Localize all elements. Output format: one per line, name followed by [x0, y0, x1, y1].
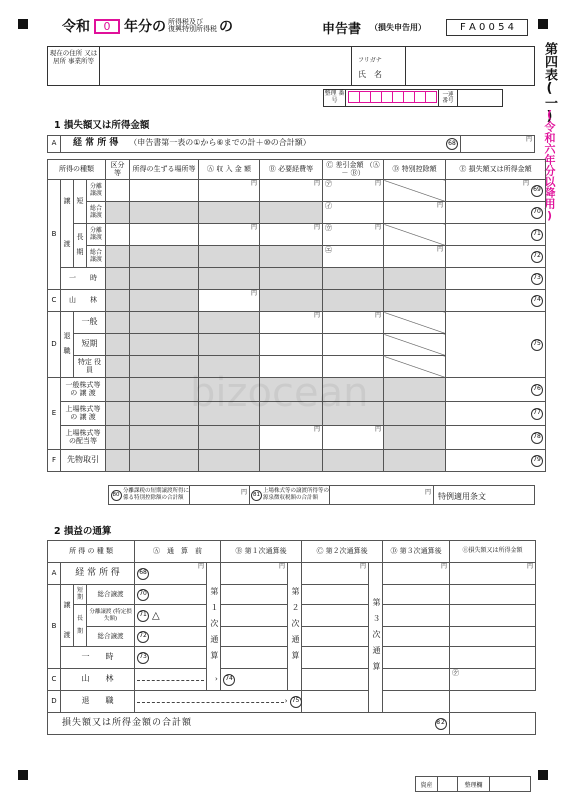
foot81-label: 上場株式等の譲渡所得等の源泉徴収税額の合計額: [263, 488, 330, 501]
s2-taishoku-arrow: [135, 691, 288, 713]
s2-sanrin-after1[interactable]: › 74: [221, 669, 288, 691]
bunri-label: 分離 譲渡: [87, 180, 106, 202]
s2-total-label: 損失額又は所得金額の合計額 82: [48, 713, 450, 735]
diagonal-cell: [384, 312, 446, 334]
b-short-bunri-category[interactable]: [106, 180, 130, 202]
e3-diff[interactable]: 円: [323, 426, 384, 450]
section1-footer: [108, 485, 434, 505]
foot81-field[interactable]: 円: [329, 486, 433, 504]
s2-row-b-letter: B: [48, 585, 61, 669]
f1-result[interactable]: 79: [446, 450, 546, 472]
s2-b3-after1[interactable]: [221, 627, 288, 647]
office-use-box: [415, 776, 531, 792]
shaded-cell: [130, 312, 199, 334]
s2-sanrin-label: 山 林: [61, 669, 135, 691]
address-label: 現在の住所 又は 居所 事業所等: [48, 47, 100, 85]
s2-a-before[interactable]: 68 円: [135, 563, 207, 585]
num-81: 81: [249, 486, 263, 504]
foot80-label: 分離課税の短期譲渡所得に係る特別控除額の合計額: [123, 488, 190, 501]
b-long-sougou-diff[interactable]: ㋓: [323, 246, 384, 268]
shaded-cell: [106, 334, 130, 356]
s2-ichiji-result[interactable]: [450, 647, 536, 669]
num-82: 82: [435, 718, 447, 730]
shaded-cell: [323, 290, 384, 312]
special-provision-label: 特例適用条文: [434, 485, 535, 505]
arrow-icon: ›: [215, 674, 218, 683]
s2-sougou-label: 総合譲渡: [87, 585, 135, 605]
row-c-letter: C: [48, 290, 61, 312]
name-field[interactable]: [406, 47, 534, 85]
address-field[interactable]: [101, 47, 351, 85]
shaded-cell: [199, 312, 260, 334]
s2-header-after2: Ⓒ 第２次通算後: [302, 541, 383, 563]
s2-sanrin-after2[interactable]: [302, 669, 369, 691]
s2-header-before: Ⓐ 通 算 前: [135, 541, 221, 563]
s2-header-type: 所 得 の 種 類: [48, 541, 135, 563]
tanki-label: 短期: [74, 334, 106, 356]
e3-label: 上場株式等 の配当等: [61, 426, 106, 450]
s2-b3-result[interactable]: [450, 627, 536, 647]
b-long-bunri-location[interactable]: [130, 224, 199, 246]
s2-header-after3: Ⓓ 第３次通算後: [383, 541, 450, 563]
s2-sanrin-arrow: [135, 669, 207, 691]
header-category: 区分等: [106, 160, 130, 180]
shaded-cell: [323, 378, 384, 402]
shaded-cell: [384, 450, 446, 472]
s2-b3-after2[interactable]: [302, 627, 369, 647]
row-b-letter: B: [48, 180, 61, 290]
row-e-letter: E: [48, 378, 61, 450]
second-netting-label: 第２次通算: [288, 563, 302, 691]
c-revenue[interactable]: 円: [199, 290, 260, 312]
s2-ichiji-after2[interactable]: [302, 647, 369, 669]
s2-b2-before[interactable]: 71 △: [135, 605, 207, 627]
b-short-sougou-deduction[interactable]: 円: [384, 202, 446, 224]
form-header: [62, 16, 233, 36]
d-tanki-expenses[interactable]: [260, 334, 323, 356]
d-ippan-diff[interactable]: 円: [323, 312, 384, 334]
s2-row-a-letter: A: [48, 563, 61, 585]
shaded-cell: [199, 334, 260, 356]
num-68: 68: [446, 138, 458, 150]
asset-field[interactable]: [438, 777, 458, 791]
e2-result[interactable]: 77: [446, 402, 546, 426]
d-tanki-diff[interactable]: [323, 334, 384, 356]
shaded-cell: [130, 402, 199, 426]
shaded-cell: [260, 290, 323, 312]
dashed-arrow: [137, 702, 284, 703]
b-short-bunri-deduction: [384, 180, 446, 202]
d-ippan-expenses[interactable]: 円: [260, 312, 323, 334]
s2-b2-after1[interactable]: [221, 605, 288, 627]
c-result[interactable]: 74: [446, 290, 546, 312]
dashed-arrow: [137, 680, 204, 681]
d-result[interactable]: 75: [446, 312, 546, 378]
serial-number-field[interactable]: [346, 91, 438, 105]
office-use-field[interactable]: [490, 777, 530, 791]
e2-label: 上場株式等 の 譲 渡: [61, 402, 106, 426]
shaded-cell: [384, 268, 446, 290]
s2-total-field[interactable]: [450, 713, 536, 735]
row-d-letter: D: [48, 312, 61, 378]
s2-to-label: 渡: [61, 627, 74, 647]
s2-bunri-label: 分離譲渡 (特定損失額): [87, 605, 135, 627]
serial-sequence-field[interactable]: [458, 90, 502, 106]
shaded-cell: [106, 290, 130, 312]
table-number: 第四表(一): [542, 42, 557, 124]
b-long-bunri-deduction: [384, 224, 446, 246]
taishoku-label: 退 職: [61, 312, 74, 378]
shaded-cell: [106, 450, 130, 472]
serial-sequence-label: 一連 番号: [438, 90, 458, 106]
header-income-type: 所得の種類: [48, 160, 106, 180]
registration-mark: [18, 19, 28, 29]
serial-label: 整理 番号: [324, 90, 345, 104]
s2-ichiji-after1[interactable]: [221, 647, 288, 669]
year-field[interactable]: 0: [94, 19, 120, 34]
b-long-bunri-result[interactable]: 71: [446, 224, 546, 246]
s2-b2-after2[interactable]: [302, 605, 369, 627]
b-short-sougou-result[interactable]: 70: [446, 202, 546, 224]
e3-result[interactable]: 78: [446, 426, 546, 450]
ippan-label: 一般: [74, 312, 106, 334]
section1-row-a: [47, 135, 535, 153]
s2-row-c-letter: C: [48, 669, 61, 691]
s2-ichiji-label: 一 時: [61, 647, 135, 669]
shaded-cell: [130, 356, 199, 378]
jou-label: 譲: [61, 180, 74, 224]
shaded-cell: [130, 246, 199, 268]
shaded-cell: [130, 268, 199, 290]
b-long-sougou-deduction[interactable]: 円: [384, 246, 446, 268]
header-revenue: Ⓐ 収 入 金 額: [199, 160, 260, 180]
shaded-cell: [384, 402, 446, 426]
e3-expenses[interactable]: 円: [260, 426, 323, 450]
b-short-bunri-diff[interactable]: ㋐ 円: [323, 180, 384, 202]
s2-a-after3[interactable]: 円: [383, 563, 450, 585]
e1-result[interactable]: 76: [446, 378, 546, 402]
header-difference: Ⓒ 差引金額 （Ⓐ － Ⓑ）: [323, 160, 384, 180]
s2-b2-result[interactable]: [450, 605, 536, 627]
b-short-bunri-expenses[interactable]: 円: [260, 180, 323, 202]
shaded-cell: [130, 450, 199, 472]
s2-b1-after2[interactable]: [302, 585, 369, 605]
sougou-label: 総合 譲渡: [87, 202, 106, 224]
shaded-cell: [130, 426, 199, 450]
shaded-cell: [130, 202, 199, 224]
registration-mark: [538, 770, 548, 780]
shaded-cell: [199, 268, 260, 290]
sougou-label: 総合 譲渡: [87, 246, 106, 268]
shaded-cell: [106, 268, 130, 290]
d-tokutei-diff[interactable]: [323, 356, 384, 378]
shaded-cell: [199, 202, 260, 224]
shaded-cell: [130, 378, 199, 402]
s2-ichiji-before[interactable]: 73: [135, 647, 207, 669]
bunri-label: 分離 譲渡: [87, 224, 106, 246]
tokutei-label: 特定 役員: [74, 356, 106, 378]
shaded-cell: [384, 290, 446, 312]
f1-label: 先物取引: [61, 450, 106, 472]
s2-header-result: Ⓔ損失額又は所得金額: [450, 541, 536, 563]
shaded-cell: [106, 356, 130, 378]
b-short-bunri-result[interactable]: 69 円: [446, 180, 546, 202]
diagonal-cell: [384, 334, 446, 356]
shaded-cell: [323, 450, 384, 472]
shaded-cell: [199, 426, 260, 450]
s2-sanrin-result[interactable]: ㋘: [450, 669, 536, 691]
b-long-sougou-result[interactable]: 72: [446, 246, 546, 268]
header-location: 所得の生ずる場所等: [130, 160, 199, 180]
row-a-letter: A: [48, 136, 61, 153]
third-netting-label: 第３次通算: [369, 563, 383, 713]
shaded-cell: [260, 378, 323, 402]
form-title: 申告書: [322, 22, 362, 37]
triangle-icon: △: [152, 610, 160, 621]
b-ichiji-result[interactable]: 73: [446, 268, 546, 290]
header-loss-or-income: Ⓔ 損失額又は所得金額: [446, 160, 546, 180]
b-long-bunri-category[interactable]: [106, 224, 130, 246]
s2-taishoku-result[interactable]: [383, 691, 450, 713]
shaded-cell: [106, 402, 130, 426]
s2-b3-before[interactable]: 72: [135, 627, 207, 647]
asset-label: 資産: [416, 777, 438, 791]
header-special-deduction: Ⓓ 特別控除額: [384, 160, 446, 180]
shaded-cell: [260, 268, 323, 290]
s2-taishoku-after2[interactable]: 75: [288, 691, 302, 713]
form-subtitle: （損失申告用）: [370, 23, 426, 32]
registration-mark: [18, 770, 28, 780]
s2-sougou-label2: 総合譲渡: [87, 627, 135, 647]
shaded-cell: [384, 426, 446, 450]
d-tokutei-expenses[interactable]: [260, 356, 323, 378]
b-long-bunri-expenses[interactable]: 円: [260, 224, 323, 246]
shaded-cell: [384, 378, 446, 402]
e1-label: 一般株式等 の 譲 渡: [61, 378, 106, 402]
b-long-bunri-diff[interactable]: ㋒ 円: [323, 224, 384, 246]
first-netting-label: 第１次通算: [207, 563, 221, 691]
foot80-field[interactable]: 円: [189, 486, 249, 504]
shaded-cell: [199, 450, 260, 472]
section2-table: [47, 540, 536, 735]
tan-label: 短: [74, 180, 87, 224]
s2-row-a-label: 経 常 所 得: [61, 563, 135, 585]
s2-b3-after3[interactable]: [383, 627, 450, 647]
sanrin-label: 山 林: [61, 290, 106, 312]
shaded-cell: [323, 402, 384, 426]
shaded-cell: [106, 202, 130, 224]
s2-sanrin-after3[interactable]: [383, 669, 450, 691]
s2-jou-label: 譲: [61, 585, 74, 627]
ichiji-label: 一 時: [61, 268, 106, 290]
s2-b1-before[interactable]: 70: [135, 585, 207, 605]
applicable-years-note: (令和六年分以降用): [543, 108, 556, 222]
s2-b1-result[interactable]: [450, 585, 536, 605]
section1-title: 1 損失額又は所得金額: [54, 120, 150, 131]
arrow-icon: ›: [284, 696, 288, 705]
row-f-letter: F: [48, 450, 61, 472]
num-80: 80: [109, 486, 123, 504]
s2-header-after1: Ⓑ 第１次通算後: [221, 541, 302, 563]
divider: [351, 47, 352, 85]
office-use-label: 整理欄: [458, 777, 490, 791]
shaded-cell: [199, 402, 260, 426]
shaded-cell: [106, 378, 130, 402]
s2-ichiji-after3[interactable]: [383, 647, 450, 669]
serial-number-box: [323, 89, 503, 107]
row-a-amount[interactable]: 円: [461, 136, 535, 153]
s2-row-d-letter: D: [48, 691, 61, 713]
b-short-bunri-location[interactable]: [130, 180, 199, 202]
shaded-cell: [199, 378, 260, 402]
name-label: 氏 名: [358, 70, 382, 79]
registration-mark: [538, 19, 548, 29]
s2-b1-after3[interactable]: [383, 585, 450, 605]
section1-table: [47, 159, 546, 472]
shaded-cell: [260, 246, 323, 268]
to-label: 渡: [61, 224, 74, 268]
b-short-bunri-revenue[interactable]: 円: [199, 180, 260, 202]
s2-tanki-label: 短 期: [74, 585, 87, 605]
no-label: の: [219, 19, 233, 35]
shaded-cell: [106, 246, 130, 268]
shaded-cell: [260, 202, 323, 224]
form-code: F A 0 0 5 4: [446, 19, 528, 36]
s2-a-result[interactable]: 円: [450, 563, 536, 585]
s2-a-after2[interactable]: 円: [302, 563, 369, 585]
shaded-cell: [130, 334, 199, 356]
shaded-cell: [130, 290, 199, 312]
shaded-cell: [323, 268, 384, 290]
section2-title: 2 損益の通算: [54, 526, 112, 537]
taxpayer-info-box: [47, 46, 535, 86]
row-a-label: 経 常 所 得 （申告書第一表の①から⑥までの計＋⑩の合計額） 68: [61, 136, 461, 153]
shaded-cell: [260, 450, 323, 472]
shaded-cell: [106, 426, 130, 450]
era-label: 令和: [62, 19, 90, 35]
shaded-cell: [260, 402, 323, 426]
tax-name: 所得税及び 復興特別所得税: [168, 18, 217, 33]
s2-b2-after3[interactable]: [383, 605, 450, 627]
shaded-cell: [199, 356, 260, 378]
s2-chouki-label: 長 期: [74, 605, 87, 647]
furigana-label: フリガナ: [358, 57, 382, 64]
chou-label: 長 期: [74, 224, 87, 268]
s2-b1-after1[interactable]: [221, 585, 288, 605]
year-suffix: 年分の: [124, 19, 166, 35]
shaded-cell: [106, 312, 130, 334]
s2-taishoku-label: 退 職: [61, 691, 135, 713]
s2-a-after1[interactable]: 円: [221, 563, 288, 585]
shaded-cell: [199, 246, 260, 268]
s2-taishoku-after3[interactable]: [302, 691, 369, 713]
b-long-bunri-revenue[interactable]: 円: [199, 224, 260, 246]
diagonal-cell: [384, 356, 446, 378]
b-short-sougou-diff[interactable]: ㋑: [323, 202, 384, 224]
header-expenses: Ⓑ 必要経費等: [260, 160, 323, 180]
